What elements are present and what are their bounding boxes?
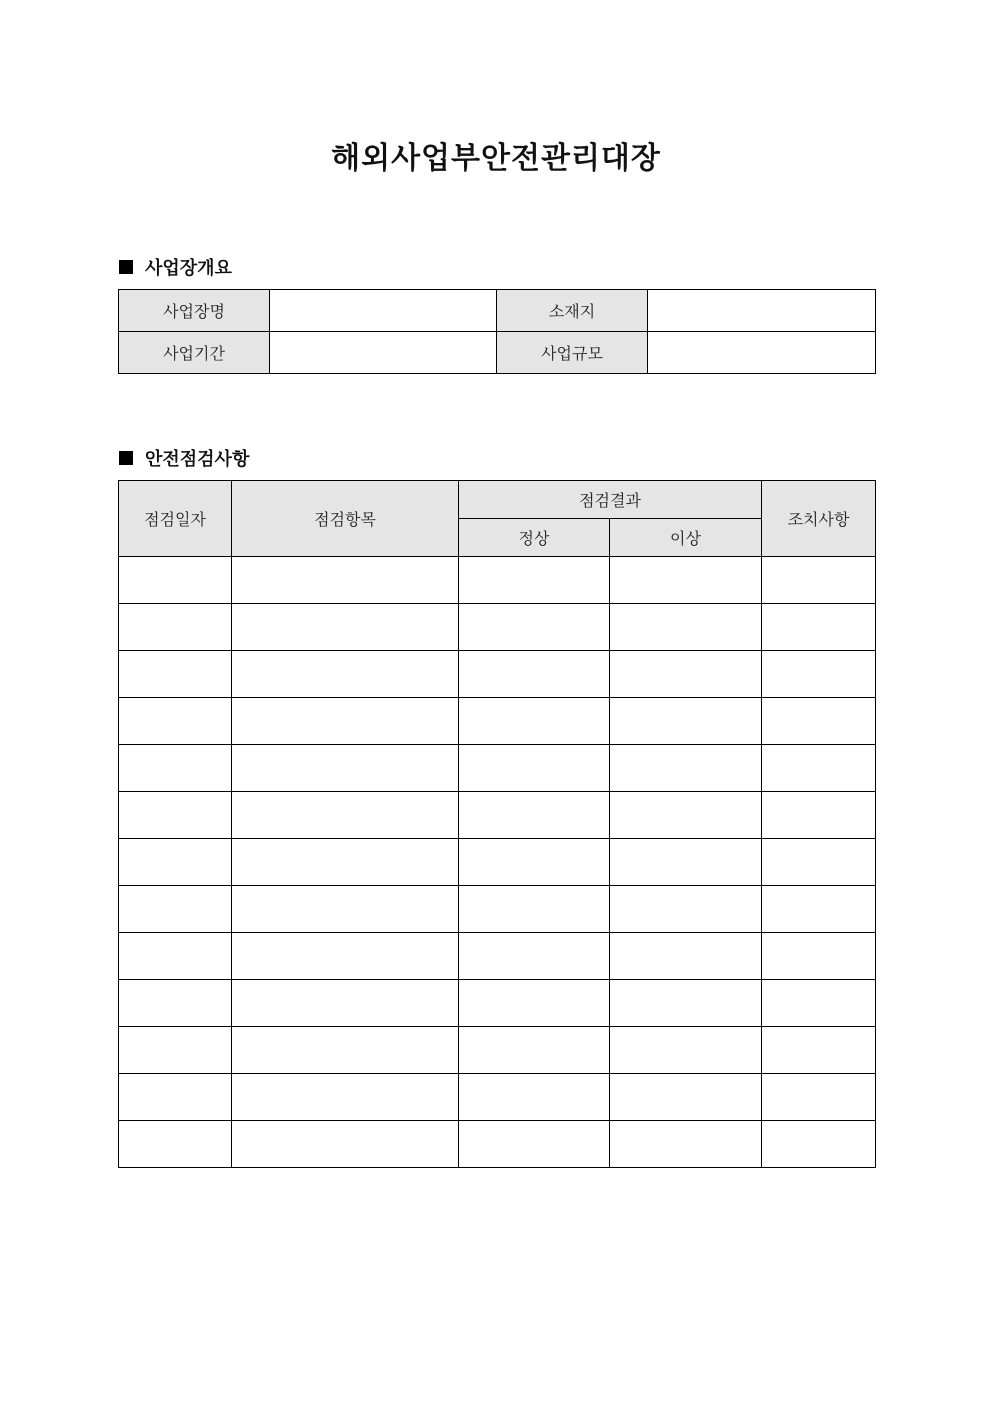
date-cell[interactable] bbox=[119, 886, 232, 933]
item-cell[interactable] bbox=[232, 698, 459, 745]
action-cell[interactable] bbox=[762, 1027, 876, 1074]
label-project-period: 사업기간 bbox=[119, 332, 270, 374]
date-cell[interactable] bbox=[119, 839, 232, 886]
action-cell[interactable] bbox=[762, 933, 876, 980]
abnormal-cell[interactable] bbox=[610, 557, 762, 604]
abnormal-cell[interactable] bbox=[610, 886, 762, 933]
date-cell[interactable] bbox=[119, 933, 232, 980]
table-header-row bbox=[119, 481, 876, 519]
table-row bbox=[119, 1074, 876, 1121]
table-row bbox=[119, 980, 876, 1027]
abnormal-cell[interactable] bbox=[610, 1121, 762, 1168]
header-inspection-date: 점검일자 bbox=[119, 481, 232, 557]
item-cell[interactable] bbox=[232, 604, 459, 651]
date-cell[interactable] bbox=[119, 1074, 232, 1121]
item-cell[interactable] bbox=[232, 651, 459, 698]
date-cell[interactable] bbox=[119, 980, 232, 1027]
action-cell[interactable] bbox=[762, 1121, 876, 1168]
abnormal-cell[interactable] bbox=[610, 1074, 762, 1121]
normal-cell[interactable] bbox=[459, 1121, 610, 1168]
action-cell[interactable] bbox=[762, 886, 876, 933]
header-action-taken: 조치사항 bbox=[762, 481, 876, 557]
normal-cell[interactable] bbox=[459, 792, 610, 839]
location-field[interactable] bbox=[648, 290, 876, 332]
item-cell[interactable] bbox=[232, 1027, 459, 1074]
site-name-field[interactable] bbox=[270, 290, 497, 332]
square-bullet-icon bbox=[119, 260, 133, 274]
safety-inspection-table bbox=[118, 480, 876, 1168]
abnormal-cell[interactable] bbox=[610, 980, 762, 1027]
item-cell[interactable] bbox=[232, 745, 459, 792]
project-period-field[interactable] bbox=[270, 332, 497, 374]
abnormal-cell[interactable] bbox=[610, 745, 762, 792]
item-cell[interactable] bbox=[232, 557, 459, 604]
header-result-normal: 정상 bbox=[459, 519, 610, 557]
table-row bbox=[119, 604, 876, 651]
item-cell[interactable] bbox=[232, 886, 459, 933]
action-cell[interactable] bbox=[762, 604, 876, 651]
header-inspection-result: 점검결과 bbox=[459, 481, 762, 519]
header-inspection-item: 점검항목 bbox=[232, 481, 459, 557]
table-row bbox=[119, 933, 876, 980]
date-cell[interactable] bbox=[119, 651, 232, 698]
action-cell[interactable] bbox=[762, 839, 876, 886]
date-cell[interactable] bbox=[119, 1121, 232, 1168]
item-cell[interactable] bbox=[232, 933, 459, 980]
action-cell[interactable] bbox=[762, 745, 876, 792]
normal-cell[interactable] bbox=[459, 604, 610, 651]
item-cell[interactable] bbox=[232, 839, 459, 886]
table-row bbox=[119, 557, 876, 604]
date-cell[interactable] bbox=[119, 698, 232, 745]
normal-cell[interactable] bbox=[459, 933, 610, 980]
table-row bbox=[119, 290, 876, 332]
normal-cell[interactable] bbox=[459, 698, 610, 745]
date-cell[interactable] bbox=[119, 557, 232, 604]
action-cell[interactable] bbox=[762, 1074, 876, 1121]
action-cell[interactable] bbox=[762, 698, 876, 745]
item-cell[interactable] bbox=[232, 1074, 459, 1121]
table-row bbox=[119, 745, 876, 792]
table-row bbox=[119, 886, 876, 933]
label-location: 소재지 bbox=[497, 290, 648, 332]
abnormal-cell[interactable] bbox=[610, 792, 762, 839]
section-heading-site-overview bbox=[119, 254, 232, 280]
label-site-name: 사업장명 bbox=[119, 290, 270, 332]
abnormal-cell[interactable] bbox=[610, 1027, 762, 1074]
normal-cell[interactable] bbox=[459, 1027, 610, 1074]
site-overview-table bbox=[118, 289, 876, 374]
table-row bbox=[119, 651, 876, 698]
abnormal-cell[interactable] bbox=[610, 933, 762, 980]
project-scale-field[interactable] bbox=[648, 332, 876, 374]
table-row bbox=[119, 839, 876, 886]
date-cell[interactable] bbox=[119, 604, 232, 651]
normal-cell[interactable] bbox=[459, 1074, 610, 1121]
header-result-abnormal: 이상 bbox=[610, 519, 762, 557]
table-row bbox=[119, 332, 876, 374]
action-cell[interactable] bbox=[762, 651, 876, 698]
item-cell[interactable] bbox=[232, 980, 459, 1027]
label-project-scale: 사업규모 bbox=[497, 332, 648, 374]
section-heading-safety-inspection bbox=[119, 445, 249, 471]
section-heading-label: 사업장개요 bbox=[145, 258, 232, 279]
normal-cell[interactable] bbox=[459, 745, 610, 792]
square-bullet-icon bbox=[119, 451, 133, 465]
abnormal-cell[interactable] bbox=[610, 604, 762, 651]
abnormal-cell[interactable] bbox=[610, 698, 762, 745]
section-heading-label: 안전점검사항 bbox=[145, 449, 250, 470]
date-cell[interactable] bbox=[119, 792, 232, 839]
date-cell[interactable] bbox=[119, 745, 232, 792]
item-cell[interactable] bbox=[232, 792, 459, 839]
page-title: 해외사업부안전관리대장 bbox=[331, 141, 661, 176]
item-cell[interactable] bbox=[232, 1121, 459, 1168]
normal-cell[interactable] bbox=[459, 651, 610, 698]
table-row bbox=[119, 698, 876, 745]
date-cell[interactable] bbox=[119, 1027, 232, 1074]
action-cell[interactable] bbox=[762, 980, 876, 1027]
abnormal-cell[interactable] bbox=[610, 839, 762, 886]
action-cell[interactable] bbox=[762, 557, 876, 604]
normal-cell[interactable] bbox=[459, 886, 610, 933]
normal-cell[interactable] bbox=[459, 839, 610, 886]
table-row bbox=[119, 792, 876, 839]
normal-cell[interactable] bbox=[459, 980, 610, 1027]
abnormal-cell[interactable] bbox=[610, 651, 762, 698]
table-row bbox=[119, 1027, 876, 1074]
normal-cell[interactable] bbox=[459, 557, 610, 604]
action-cell[interactable] bbox=[762, 792, 876, 839]
table-row bbox=[119, 1121, 876, 1168]
